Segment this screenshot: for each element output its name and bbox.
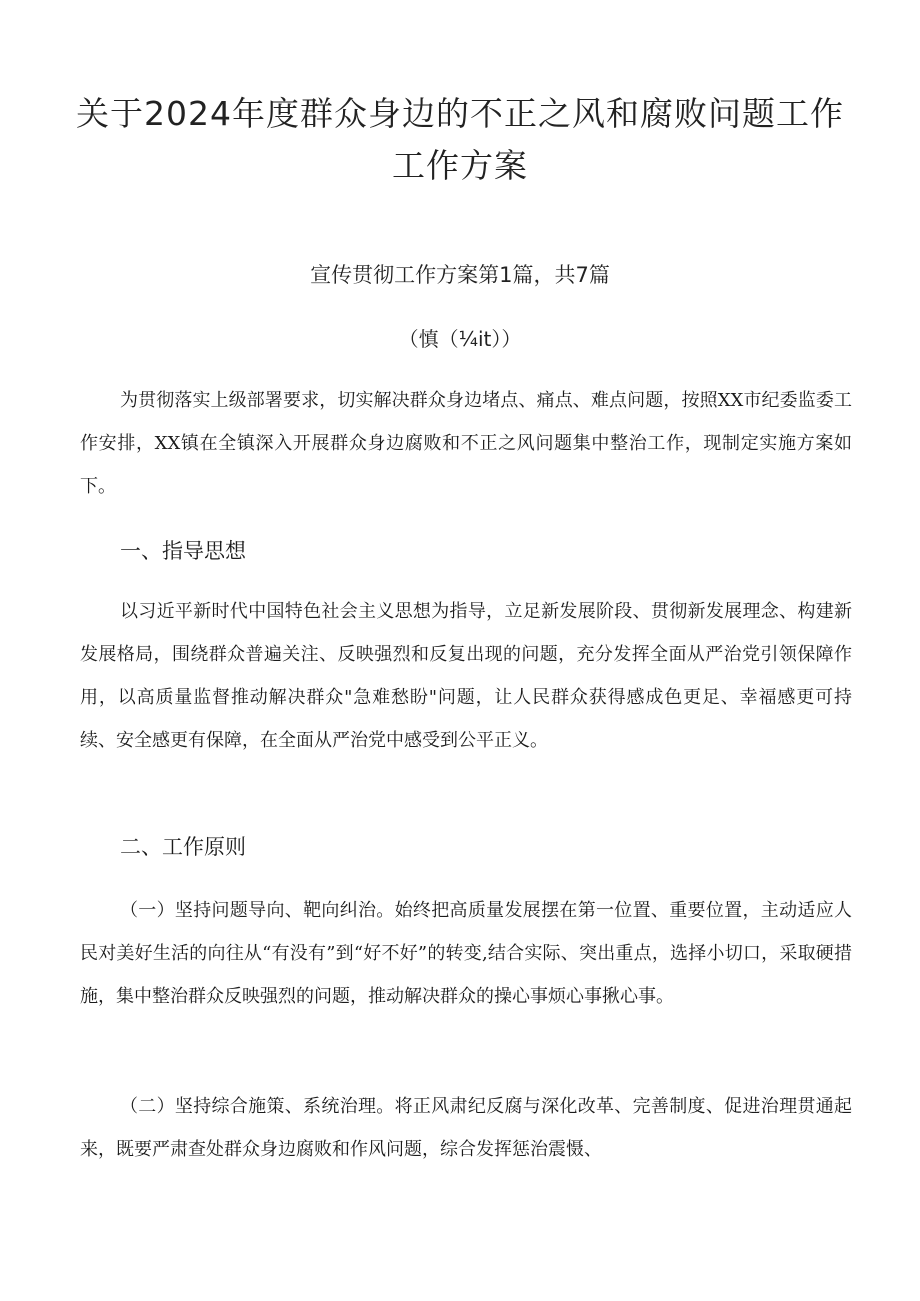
principle-item-2: （二）坚持综合施策、系统治理。将正风肃纪反腐与深化改革、完善制度、促进治理贯通起来，既要严肃查处群众身边腐败和作风问题，综合发挥惩治震慑、: [80, 1096, 852, 1160]
intro-paragraph: 为贯彻落实上级部署要求，切实解决群众身边堵点、痛点、难点问题，按照XX市纪委监委工作安排，XX镇在全镇深入开展群众身边腐败和不正之风问题集中整治工作，现制定实施方案如下。: [80, 390, 852, 497]
section-heading-work-principles: 二、工作原则: [120, 835, 246, 859]
document-subtitle-note: （慎（¼it））: [398, 327, 522, 351]
document-subtitle: 宣传贯彻工作方案第1篇，共7篇: [310, 263, 610, 287]
principle-item-1: （一）坚持问题导向、靶向纠治。始终把高质量发展摆在第一位置、重要位置，主动适应人民对美好生活的向往从“有没有”到“好不好”的转变,结合实际、突出重点，选择小切口，采取硬措施，集中整治群众反映强烈的问题，推动解决群众的操心事烦心事揪心事。: [80, 900, 852, 1007]
guiding-ideology-paragraph: 以习近平新时代中国特色社会主义思想为指导，立足新发展阶段、贯彻新发展理念、构建新发展格局，围绕群众普遍关注、反映强烈和反复出现的问题，充分发挥全面从严治党引领保障作用，以高质量监督推动解决群众"急难愁盼"问题，让人民群众获得感成色更足、幸福感更可持续、安全感更有保障，在全面从严治党中感受到公平正义。: [80, 601, 852, 751]
section-heading-guiding-ideology: 一、指导思想: [120, 539, 246, 563]
document-title: 关于2024年度群众身边的不正之风和腐败问题工作工作方案: [76, 94, 844, 185]
